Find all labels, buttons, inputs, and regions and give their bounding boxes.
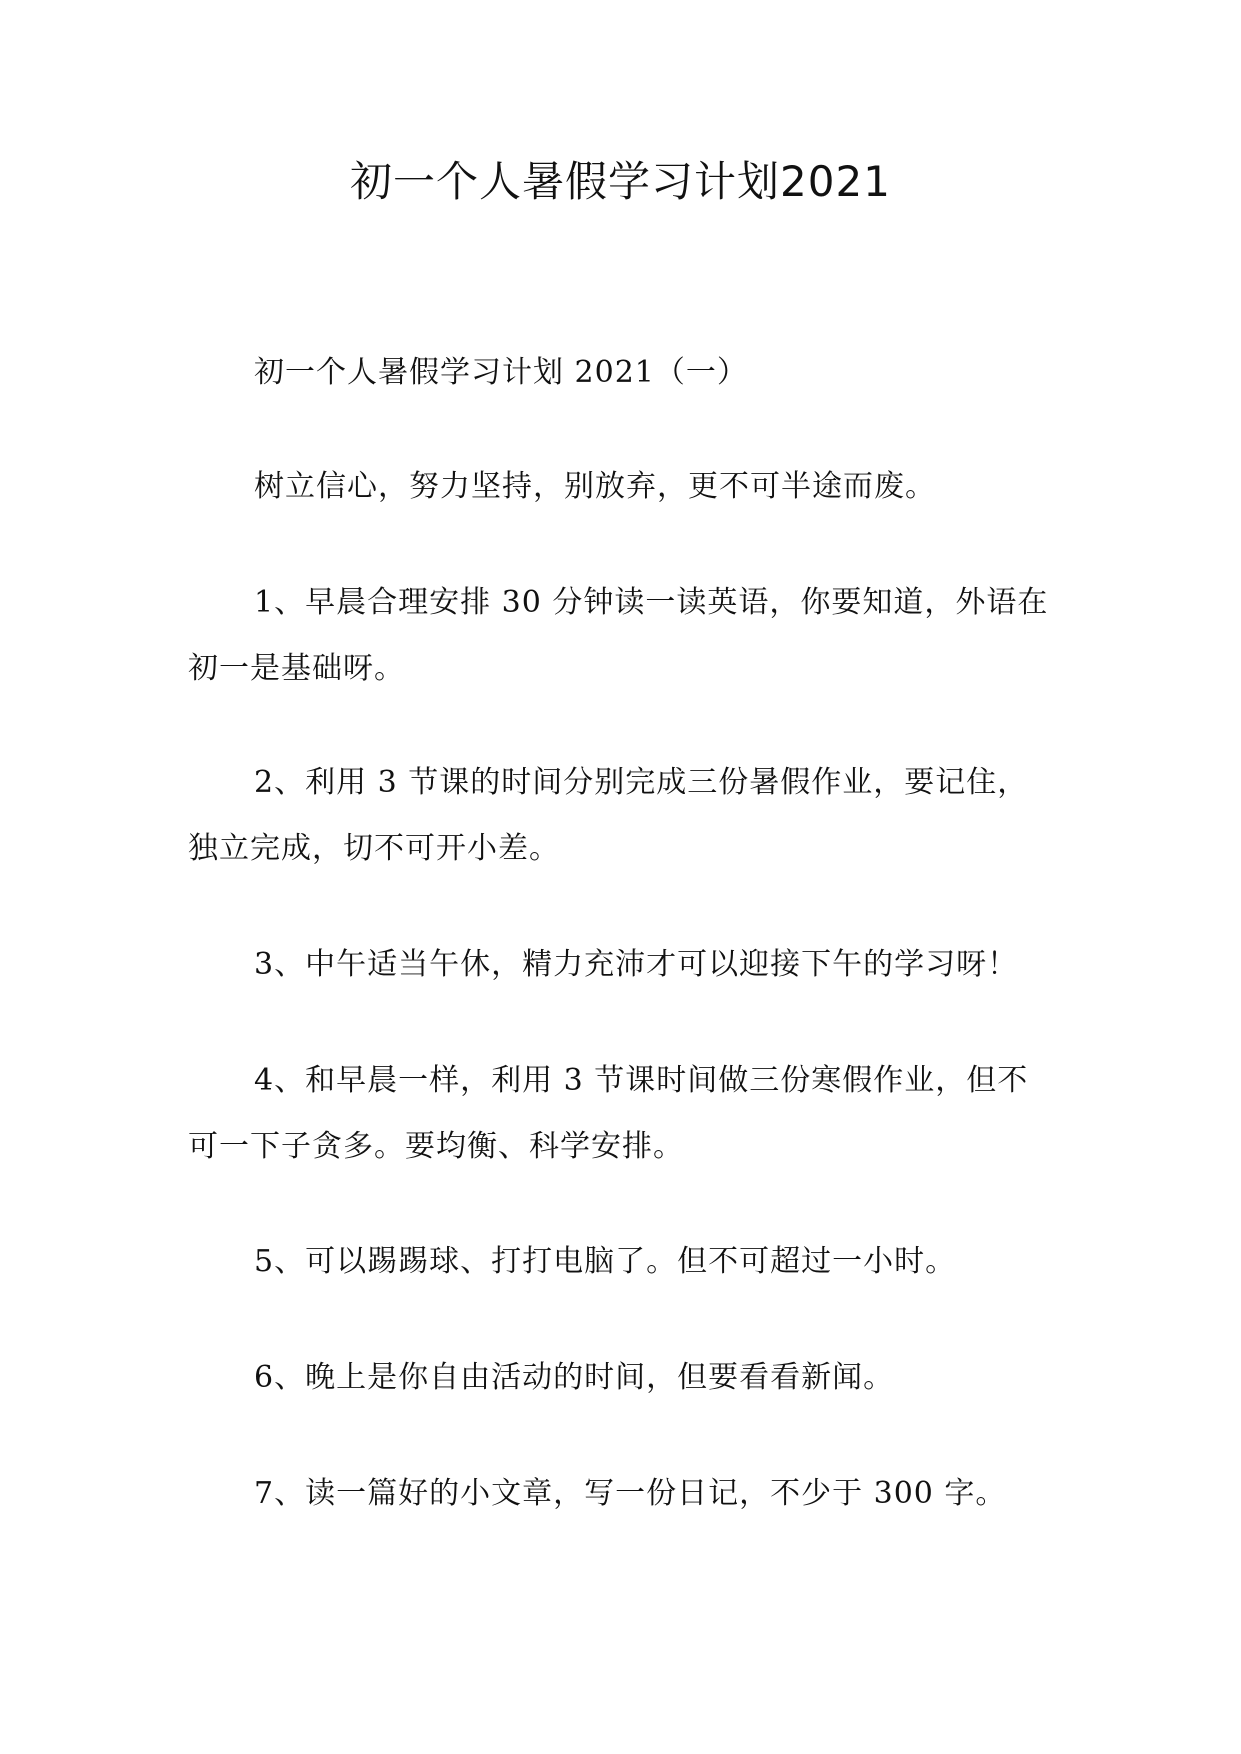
plan-item-7: 7、读一篇好的小文章，写一份日记，不少于 300 字。 [254, 1476, 1007, 1511]
section-subtitle: 初一个人暑假学习计划 2021（一） [254, 355, 748, 390]
plan-item-3: 3、中午适当午休，精力充沛才可以迎接下午的学习呀！ [254, 947, 1019, 982]
plan-item-6: 6、晚上是你自由活动的时间，但要看看新闻。 [254, 1360, 895, 1395]
page-title: 初一个人暑假学习计划2021 [350, 157, 891, 206]
intro-paragraph: 树立信心，努力坚持，别放弃，更不可半途而废。 [254, 469, 936, 504]
plan-item-1: 1、早晨合理安排 30 分钟读一读英语，你要知道，外语在初一是基础呀。 [188, 585, 1049, 686]
plan-item-2: 2、利用 3 节课的时间分别完成三份暑假作业，要记住，独立完成，切不可开小差。 [188, 765, 1029, 866]
plan-item-4: 4、和早晨一样，利用 3 节课时间做三份寒假作业，但不可一下子贪多。要均衡、科学安排。 [188, 1063, 1029, 1164]
plan-item-5: 5、可以踢踢球、打打电脑了。但不可超过一小时。 [254, 1244, 957, 1279]
